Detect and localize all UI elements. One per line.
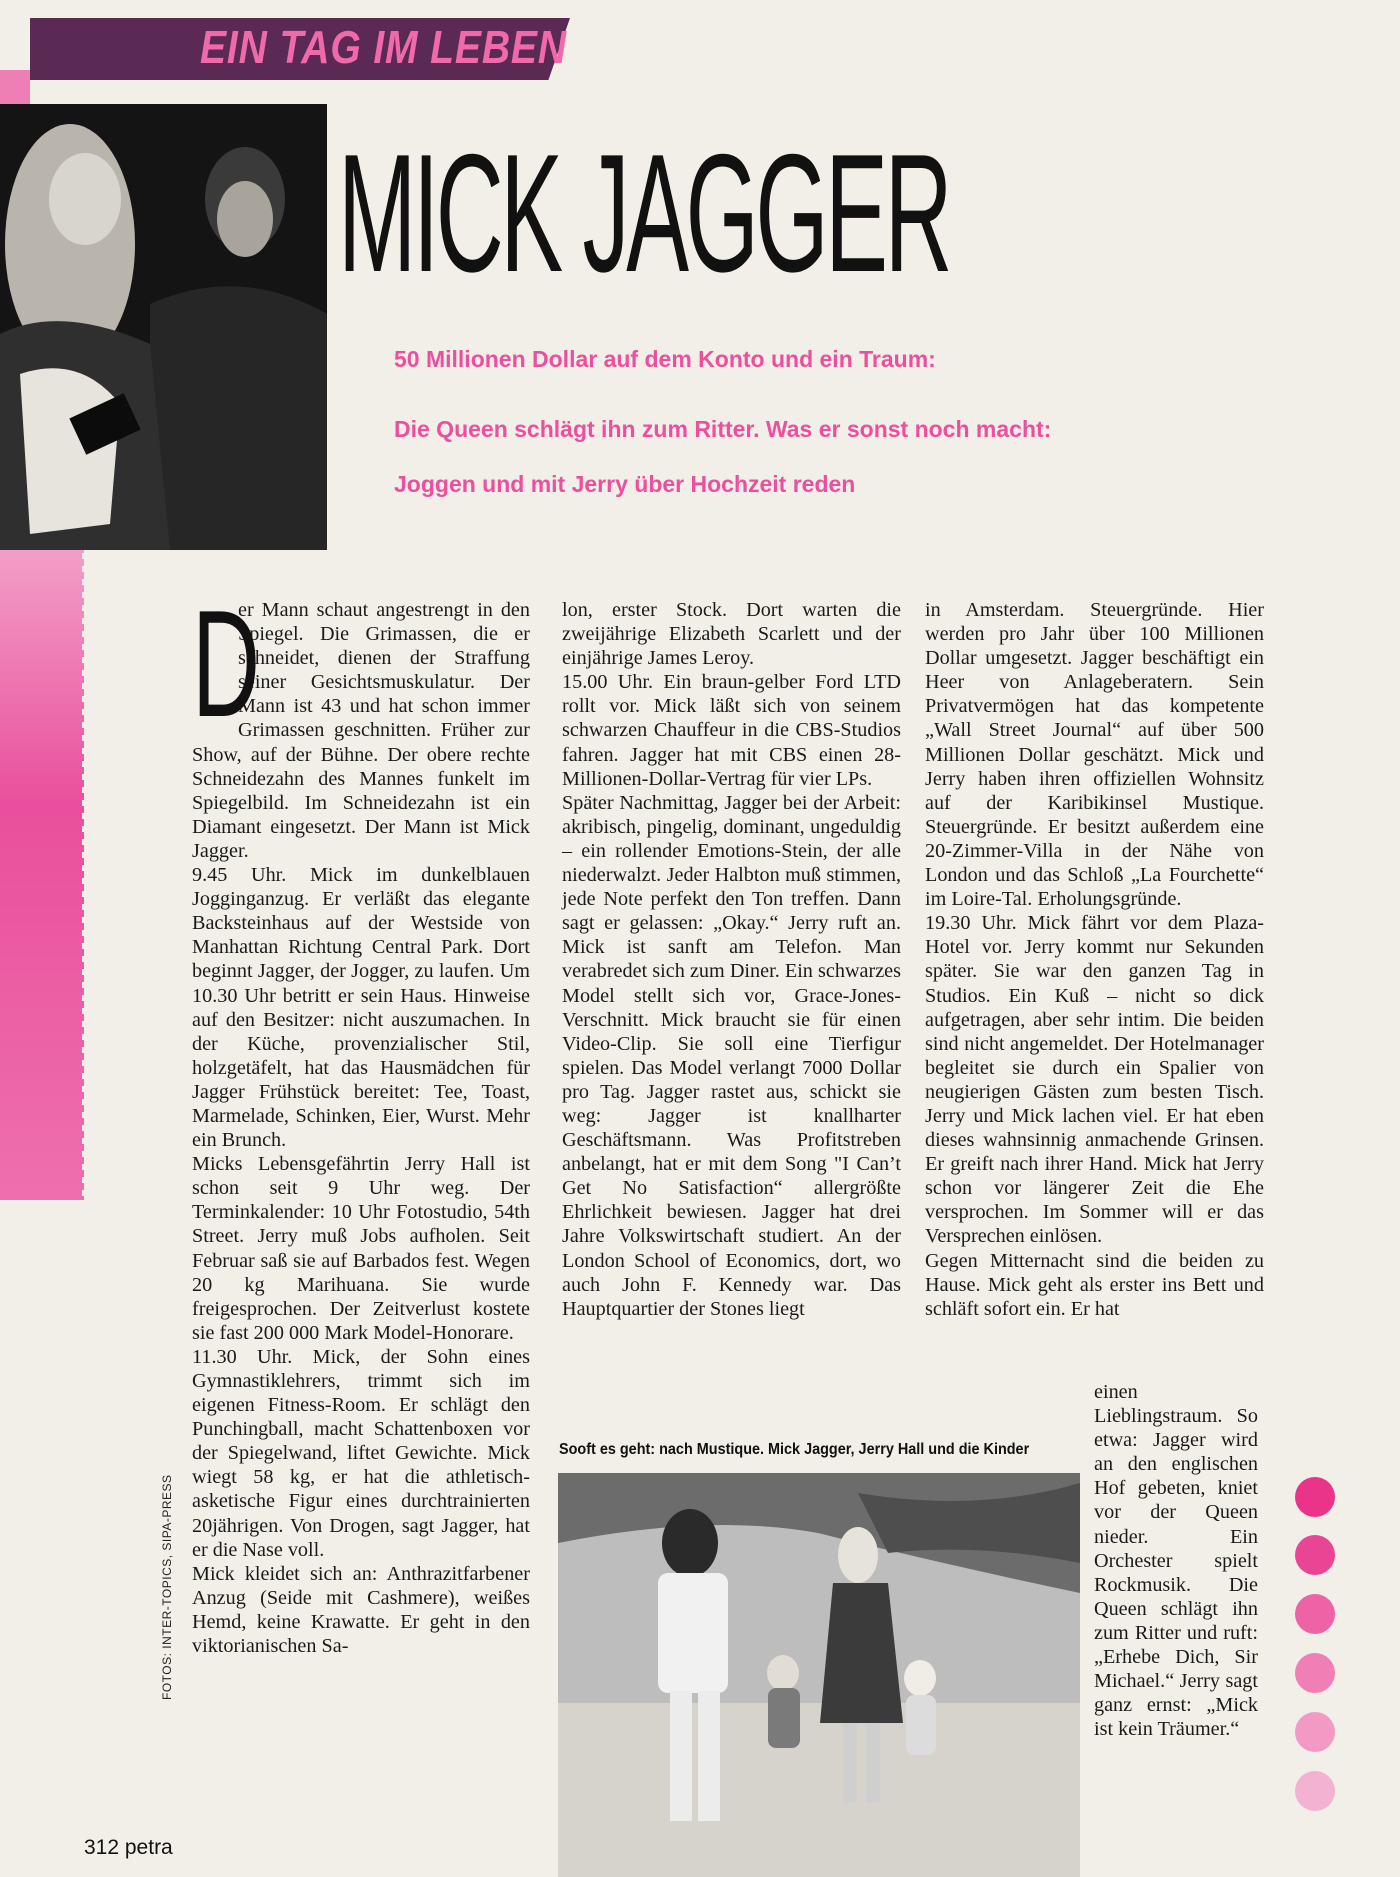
lead-photo-illustration <box>0 104 327 550</box>
paragraph: Micks Lebensgefährtin Jerry Hall ist schon seit 9 Uhr weg. Der Terminkalender: 10 Uhr Fotostudio, 54th Street. Jerry muß Jobs aufholen. Seit Februar saß sie auf Barbados fest. Wegen 20 kg Marihuana. Sie wurde freigesprochen. Der Zeitverlust kostete sie fast 200 000 Mark Model-Honorare. <box>192 1153 530 1344</box>
article-column-1 <box>192 579 530 1658</box>
paragraph: einen Lieblingstraum. So etwa: Jagger wird an den englischen Hof gebeten, kniet vor der Queen nieder. Ein Orchester spielt Rockmusik. Die Queen schlägt ihn zum Ritter und ruft: „Erhebe Dich, Sir Michael.“ Jerry sagt ganz ernst: „Mick ist kein Träumer.“ <box>1094 1381 1258 1741</box>
pink-accent-strip <box>0 540 84 1200</box>
paragraph: er Mann schaut angestrengt in den Spiegel. Die Grimassen, die er schneidet, dienen der Straffung seiner Gesichtsmuskulatur. Der Mann ist 43 und hat schon immer Grimassen geschnitten. Früher zur Show, auf der Bühne. Der obere rechte Schneidezahn des Mannes funkelt im Spiegelbild. Im Schneidezahn ist ein Diamant eingesetzt. Der Mann ist Mick Jagger. <box>192 599 530 862</box>
page-folio: 312 petra <box>84 1836 173 1859</box>
decorative-dot <box>1295 1653 1335 1693</box>
article-title: MICK JAGGER <box>338 119 950 307</box>
drop-cap: D <box>192 579 261 749</box>
paragraph: Gegen Mitternacht sind die beiden zu Hause. Mick geht als erster ins Bett und schläft sofort ein. Er hat <box>925 1249 1264 1320</box>
paragraph: Später Nachmittag, Jagger bei der Arbeit: akribisch, pingelig, dominant, ungeduldig – ein rollender Emotions-Stein, der alle niederwalzt. Jeder Halbton muß stimmen, jede Note perfekt den Ton treffen. Dann sagt er gelassen: „Okay.“ Jerry ruft an. Mick ist sanft am Telefon. Man verabredet sich zum Diner. Ein schwarzes Model stellt sich vor, Grace-Jones-Verschnitt. Mick braucht sie für einen Video-Clip. Sie soll eine Tierfigur spielen. Das Model verlangt 7000 Dollar pro Tag. Jagger rastet aus, schickt sie weg: Jagger ist knallharter Geschäftsmann. Was Profitstreben anbelangt, hat er mit dem Song "I Can’t Get No Satisfaction“ allergrößte Ehrlichkeit bewiesen. Jagger hat drei Jahre Volkswirtschaft studiert. An der London School of Economics, dort, wo auch John F. Kennedy war. Das Hauptquartier der Stones liegt <box>562 791 901 1320</box>
kicker-text: EIN TAG IM LEBEN <box>200 21 567 73</box>
decorative-dot <box>1295 1771 1335 1811</box>
paragraph: in Amsterdam. Steuergründe. Hier werden pro Jahr über 100 Millionen Dollar umgesetzt. Jagger beschäftigt ein Heer von Anlageberatern. Sein Privatvermögen hat das kompetente „Wall Street Journal“ auf über 500 Millionen Dollar geschätzt. Mick und Jerry haben ihren offiziellen Wohnsitz auf der Karibikinsel Mustique. Steuergründe. Er besitzt außerdem eine 20-Zimmer-Villa in der Nähe von London und das Schloß „La Fourchette“ im Loire-Tal. Erholungsgründe. <box>925 599 1264 911</box>
decorative-dot <box>1295 1477 1335 1517</box>
photo-credit: FOTOS: INTER-TOPICS, SIPA-PRESS <box>160 1474 174 1700</box>
paragraph: 19.30 Uhr. Mick fährt vor dem Plaza-Hotel vor. Jerry kommt nur Sekunden später. Sie war den ganzen Tag in Studios. Ein Kuß – nicht so dick aufgetragen, aber sehr intim. Die beiden sind nicht angemeldet. Der Hotelmanager begleitet sie durch ein Spalier von neugierigen Gästen zum besten Tisch. Jerry und Mick lachen viel. Er hat eben dieses wahnsinnig anmachende Grinsen. Er greift nach ihrer Hand. Mick hat Jerry schon vor längerer Zeit die Ehe versprochen. Im Sommer will er das Versprechen einlösen. <box>925 912 1264 1248</box>
article-column-3-narrow <box>1094 1380 1258 1741</box>
deck-line-3: Joggen und mit Jerry über Hochzeit reden <box>394 471 856 497</box>
article-column-2 <box>562 598 901 1321</box>
decorative-dot <box>1295 1712 1335 1752</box>
paragraph: 11.30 Uhr. Mick, der Sohn eines Gymnastiklehrers, trimmt sich im eigenen Fitness-Room. Er schlägt den Punchingball, macht Schattenboxen vor der Spiegelwand, liftet Gewichte. Mick wiegt 58 kg, er hat die athletisch-asketische Figur eines durchtrainierten 20jährigen. Von Drogen, sagt Jagger, hat er die Nase voll. <box>192 1345 530 1561</box>
paragraph: 15.00 Uhr. Ein braun-gelber Ford LTD rollt vor. Mick läßt sich von seinem schwarzen Chauffeur in die CBS-Studios fahren. Jagger hat mit CBS einen 28-Millionen-Dollar-Vertrag für vier LPs. <box>562 671 901 790</box>
family-photo <box>558 1473 1080 1877</box>
photo-caption: Sooft es geht: nach Mustique. Mick Jagger, Jerry Hall und die Kinder <box>559 1441 1030 1458</box>
paragraph: 9.45 Uhr. Mick im dunkelblauen Jogginganzug. Er verläßt das elegante Backsteinhaus auf der Westside von Manhattan Richtung Central Park. Dort beginnt Jagger, der Jogger, zu laufen. Um 10.30 Uhr betritt er sein Haus. Hinweise auf den Besitzer: nicht auszumachen. In der Küche, provenzialischer Stil, holzgetäfelt, hat das Hausmädchen für Jagger Frühstück bereitet: Tee, Toast, Marmelade, Schinken, Eier, Wurst. Mehr ein Brunch. <box>192 864 530 1152</box>
lead-photo <box>0 104 327 550</box>
paragraph: Mick kleidet sich an: Anthrazitfarbener Anzug (Seide mit Cashmere), weißes Hemd, keine Krawatte. Er geht in den viktorianischen Sa- <box>192 1562 530 1658</box>
decorative-dot <box>1295 1535 1335 1575</box>
deck-line-2: Die Queen schlägt ihn zum Ritter. Was er sonst noch macht: <box>394 416 1052 442</box>
decorative-dot <box>1295 1594 1335 1634</box>
family-photo-illustration <box>558 1473 1080 1877</box>
deck-line-1: 50 Millionen Dollar auf dem Konto und ein Traum: <box>394 346 936 372</box>
article-column-3 <box>925 598 1264 1321</box>
paragraph: lon, erster Stock. Dort warten die zweijährige Elizabeth Scarlett und der einjährige James Leroy. <box>562 599 901 670</box>
